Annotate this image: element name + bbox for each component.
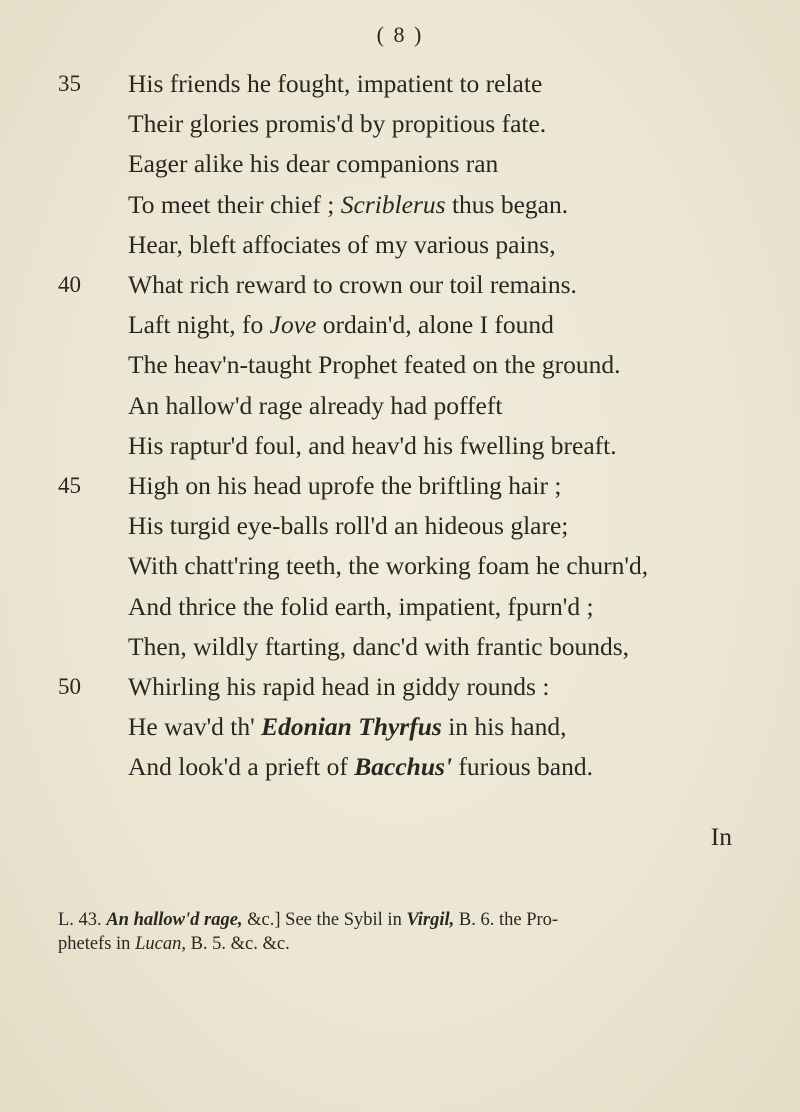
line-text: Then, wildly ftarting, danc'd with frantic bounds, [128, 632, 630, 661]
line-number: 50 [58, 674, 81, 699]
footnote-text1: See the Sybil in [280, 910, 407, 930]
poem-line [128, 506, 568, 546]
line-text: Whirling his rapid head in giddy rounds : [128, 672, 550, 701]
footnote-line2b: B. 5. &c. &c. [185, 934, 290, 954]
footnote-ref: L. 43. [58, 910, 102, 930]
line-text: ordain'd, alone I found [316, 310, 554, 339]
footnote-lucan: Lucan, [135, 934, 186, 954]
emphasized-word: Bacchus' [354, 752, 453, 781]
emphasized-word: Scriblerus [340, 190, 446, 219]
footnote-text2: B. 6. the Pro- [454, 910, 559, 930]
poem-line [128, 426, 617, 466]
poem-line [128, 305, 554, 345]
line-text: And look'd a prieft of [128, 752, 355, 781]
footnote-etc: &c.] [242, 910, 281, 930]
poem-line [128, 185, 568, 225]
poem-line [128, 104, 546, 144]
line-text: Eager alike his dear companions ran [128, 149, 499, 178]
line-text: Hear, bleft affociates of my various pains, [128, 230, 556, 259]
emphasized-word: Edonian Thyrfus [261, 712, 442, 741]
page-number: ( 8 ) [376, 22, 424, 47]
line-text: furious band. [452, 752, 593, 781]
poem-line [128, 707, 566, 747]
poem-line [128, 667, 549, 707]
poem-line [128, 386, 502, 426]
line-text: He wav'd th' [128, 712, 262, 741]
line-text: The heav'n-taught Prophet feated on the ground. [128, 350, 621, 379]
line-text: Their glories promis'd by propitious fate. [128, 109, 547, 138]
line-text: His turgid eye-balls roll'd an hideous glare; [128, 511, 569, 540]
line-text: To meet their chief ; [128, 190, 341, 219]
poem-line [128, 466, 561, 506]
footnote-quote: An hallow'd rage, [106, 910, 243, 930]
footnote-line2 [58, 932, 748, 956]
line-number: 35 [58, 71, 81, 96]
line-text: Laft night, fo [128, 310, 270, 339]
line-text: With chatt'ring teeth, the working foam he churn'd, [128, 551, 649, 580]
line-text: What rich reward to crown our toil remains. [128, 270, 577, 299]
emphasized-word: Jove [269, 310, 317, 339]
poem-line [128, 587, 594, 627]
line-text: An hallow'd rage already had poffeft [128, 391, 503, 420]
footnote [58, 908, 748, 956]
footnote-line2a: phetefs in [58, 934, 136, 954]
poem-line [128, 64, 542, 104]
line-text: And thrice the folid earth, impatient, fpurn'd ; [128, 592, 594, 621]
line-number: 40 [58, 272, 81, 297]
line-text: His friends he fought, impatient to relate [128, 69, 543, 98]
poem-line [128, 265, 577, 305]
poem-line [128, 747, 593, 787]
poem-line [128, 144, 498, 184]
footnote-virgil: Virgil, [406, 910, 455, 930]
line-text: His raptur'd foul, and heav'd his fwelling breaft. [128, 431, 617, 460]
poem-line [128, 345, 620, 385]
poem-line [128, 627, 629, 667]
catchword: In [710, 822, 732, 851]
line-text: thus began. [445, 190, 569, 219]
poem-line [128, 546, 648, 586]
poem-line [128, 225, 556, 265]
line-number: 45 [58, 473, 81, 498]
line-text: High on his head uprofe the briftling hair ; [128, 471, 562, 500]
line-text: in his hand, [441, 712, 567, 741]
